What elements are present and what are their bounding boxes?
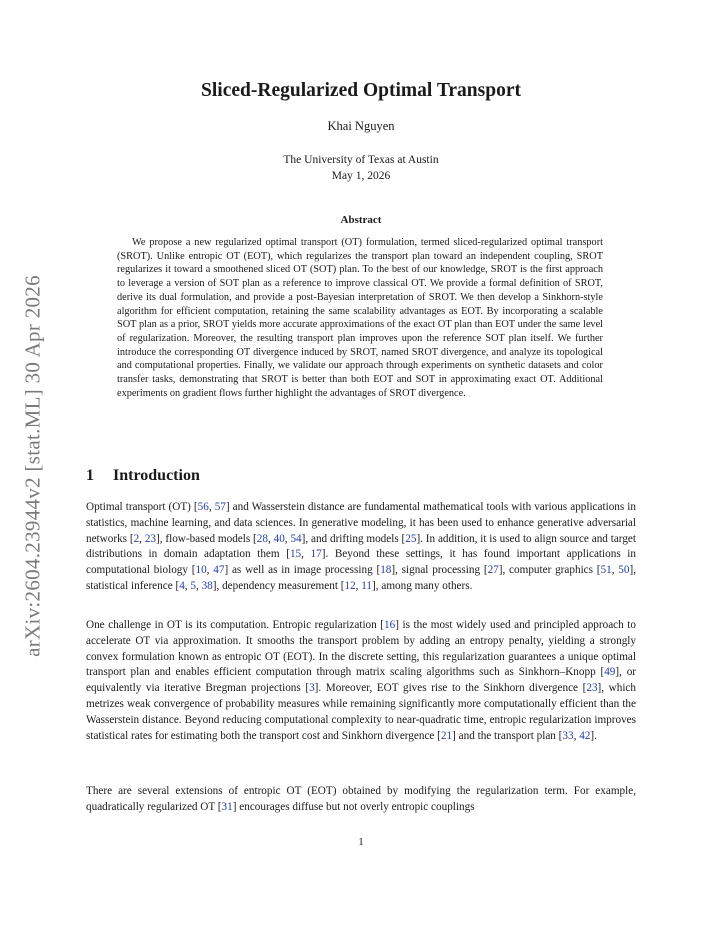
citation-link[interactable]: 40 [273, 532, 285, 545]
citation-link[interactable]: 5 [190, 579, 196, 592]
arxiv-identifier-stamp: arXiv:2604.23944v2 [stat.ML] 30 Apr 2026 [20, 275, 45, 657]
citation-link[interactable]: 57 [214, 501, 226, 513]
citation-link[interactable]: 27 [487, 564, 499, 577]
citation-link[interactable]: 49 [604, 666, 616, 679]
abstract-heading: Abstract [340, 214, 382, 226]
citation-link[interactable]: 56 [197, 501, 209, 513]
citation-link[interactable]: 23 [144, 532, 156, 545]
citation-link[interactable]: 54 [290, 532, 302, 545]
citation-link[interactable]: 11 [361, 579, 373, 592]
citation-link[interactable]: 28 [256, 532, 268, 545]
citation-link[interactable]: 47 [213, 564, 225, 577]
section-number: 1 [86, 467, 94, 484]
citation-link[interactable]: 3 [309, 682, 315, 695]
publication-date: May 1, 2026 [331, 170, 391, 182]
affiliation: The University of Texas at Austin [283, 154, 439, 166]
abstract-text: We propose a new regularized optimal transport (OT) formulation, termed sliced-regularized optimal transport (SROT). Unlike entropic OT (EOT), which regularizes the transport plan toward an independent coupling, SROT regularizes it toward a smoothened sliced OT (SOT) plan. To the best of our knowledge, SROT is the first approach to leverage a version of SOT plan as a reference to improve classical OT. We provide a formal definition of SROT, derive its dual formulation, and provide a post-Bayesian interpretation of SROT. We then develop a Sinkhorn-style algorithm for efficient computation, retaining the same scalability advantages as EOT. By incorporating a scalable SOT plan as a prior, SROT yields more accurate approximations of the exact OT plan than EOT under the same level of regularization. Moreover, the resulting transport plan improves upon the reference SOT plan itself. We further introduce the corresponding OT divergence induced by SROT, named SROT divergence, and analyze its topological and computational properties. Finally, we validate our approach through experiments on synthetic datasets and color transfer tasks, demonstrating that SROT is better than both EOT and SOT in approximating exact OT. Additional experiments on gradient flows further highlight the advantages of SROT divergence. [117, 237, 603, 399]
page-number: 1 [358, 836, 364, 848]
citation-link[interactable]: 18 [380, 564, 392, 577]
citation-link[interactable]: 42 [579, 729, 591, 742]
paper-title: Sliced-Regularized Optimal Transport [201, 80, 521, 101]
citation-link[interactable]: 4 [179, 579, 185, 592]
citation-link[interactable]: 23 [586, 682, 598, 695]
citation-link[interactable]: 17 [310, 548, 322, 561]
section-heading [86, 467, 200, 485]
body-paragraph: One challenge in OT is its computation. Entropic regularization [16] is the most widely used and principled approach to accelerate OT via approximation. It smooths the transport problem by adding an entropy penalty, yielding a strongly convex formulation known as entropic OT (EOT). In the discrete setting, this regularization guarantees a unique optimal transport plan and enables efficient computation through matrix scaling algorithms such as Sinkhorn–Knopp [49], or equivalently via iterative Bregman projections [3]. Moreover, EOT gives rise to the Sinkhorn divergence [23], which metrizes weak convergence of probability measures while remaining significantly more computationally efficient than the Wasserstein distance. Beyond reducing computational complexity to near-quadratic time, entropic regularization improves statistical rates for estimating both the transport cost and Sinkhorn divergence [21] and the transport plan [33, 42]. [86, 619, 637, 742]
citation-link[interactable]: 15 [289, 548, 302, 561]
citation-link[interactable]: 12 [344, 579, 356, 592]
body-paragraph: There are several extensions of entropic OT (EOT) obtained by modifying the regularization term. For example, quadratically regularized OT [31] encourages diffuse but not overly entropic couplings [86, 785, 636, 813]
citation-link[interactable]: 51 [600, 564, 612, 577]
citation-link[interactable]: 31 [221, 800, 233, 813]
citation-link[interactable]: 50 [618, 564, 630, 577]
author-name: Khai Nguyen [327, 119, 395, 133]
citation-link[interactable]: 21 [440, 729, 453, 742]
affiliation-block [86, 152, 636, 184]
citation-link[interactable]: 16 [384, 619, 396, 631]
citation-link[interactable]: 10 [195, 564, 207, 577]
section-title: Introduction [113, 467, 200, 484]
citation-link[interactable]: 33 [562, 729, 574, 742]
citation-link[interactable]: 38 [201, 579, 213, 592]
citation-link[interactable]: 2 [133, 532, 140, 545]
citation-link[interactable]: 25 [405, 532, 417, 545]
body-paragraph: Optimal transport (OT) [56, 57] and Wasserstein distance are fundamental mathematical tools with various applications in statistics, machine learning, and data sciences. In generative modeling, it has been used to enhance generative adversarial networks [2, 23], flow-based models [28, 40, 54], and drifting models [25]. In addition, it is used to align source and target distributions in domain adaptation them [15, 17]. Beyond these settings, it has found important applications in computational biology [10, 47] as well as in image processing [18], signal processing [27], computer graphics [51, 50], statistical inference [4, 5, 38], dependency measurement [12, 11], among many others. [86, 501, 637, 592]
